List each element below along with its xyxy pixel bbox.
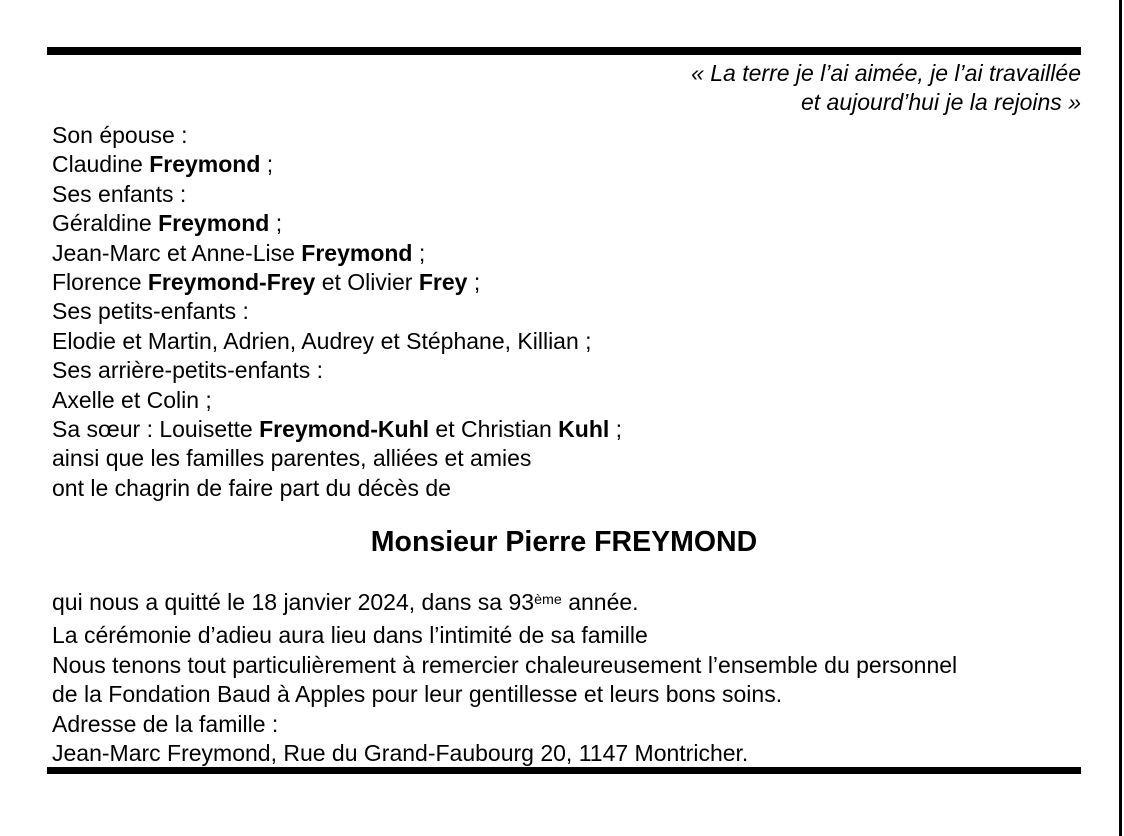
text-line: Elodie et Martin, Adrien, Audrey et Stéphane, Killian ;	[52, 327, 592, 354]
text-line: Adresse de la famille :	[52, 710, 279, 737]
text-line: Jean-Marc Freymond, Rue du Grand-Faubourg 20, 1147 Montricher.	[52, 740, 749, 767]
text-line: de la Fondation Baud à Apples pour leur gentillesse et leurs bons soins.	[52, 681, 783, 708]
text-line: Axelle et Colin ;	[52, 386, 212, 413]
text-line: Nous tenons tout particulièrement à remercier chaleureusement l’ensemble du personnel	[52, 651, 958, 678]
bottom-rule	[47, 767, 1081, 774]
top-rule	[47, 47, 1081, 55]
memorial-quote	[691, 59, 1081, 116]
family-list	[52, 121, 622, 503]
deceased-name-title: Monsieur Pierre FREYMOND	[370, 526, 758, 558]
announcement-details	[52, 588, 957, 768]
text-line: ont le chagrin de faire part du décès de	[52, 474, 451, 501]
text-line: La cérémonie d’adieu aura lieu dans l’intimité de sa famille	[52, 622, 648, 649]
text-line: ainsi que les familles parentes, alliées et amies	[52, 445, 532, 472]
memorial-quote-line-1: « La terre je l’ai aimée, je l’ai travaillée	[691, 60, 1081, 86]
text-line: Sa sœur : Louisette Freymond-Kuhl et Christian Kuhl ;	[52, 416, 623, 443]
text-line: Ses enfants :	[52, 180, 187, 207]
memorial-quote-line-2: et aujourd’hui je la rejoins »	[800, 88, 1081, 115]
text-line: Son épouse :	[52, 122, 188, 148]
text-line: qui nous a quitté le 18 janvier 2024, dans sa 93ème année.	[52, 589, 639, 615]
text-line: Géraldine Freymond ;	[52, 210, 283, 237]
text-line: Ses petits-enfants :	[52, 298, 249, 325]
text-line: Claudine Freymond ;	[52, 151, 274, 178]
text-line: Jean-Marc et Anne-Lise Freymond ;	[52, 239, 426, 266]
page-edge-line	[1119, 0, 1122, 836]
text-line: Ses arrière-petits-enfants :	[52, 357, 324, 384]
text-line: Florence Freymond-Frey et Olivier Frey ;	[52, 269, 481, 296]
